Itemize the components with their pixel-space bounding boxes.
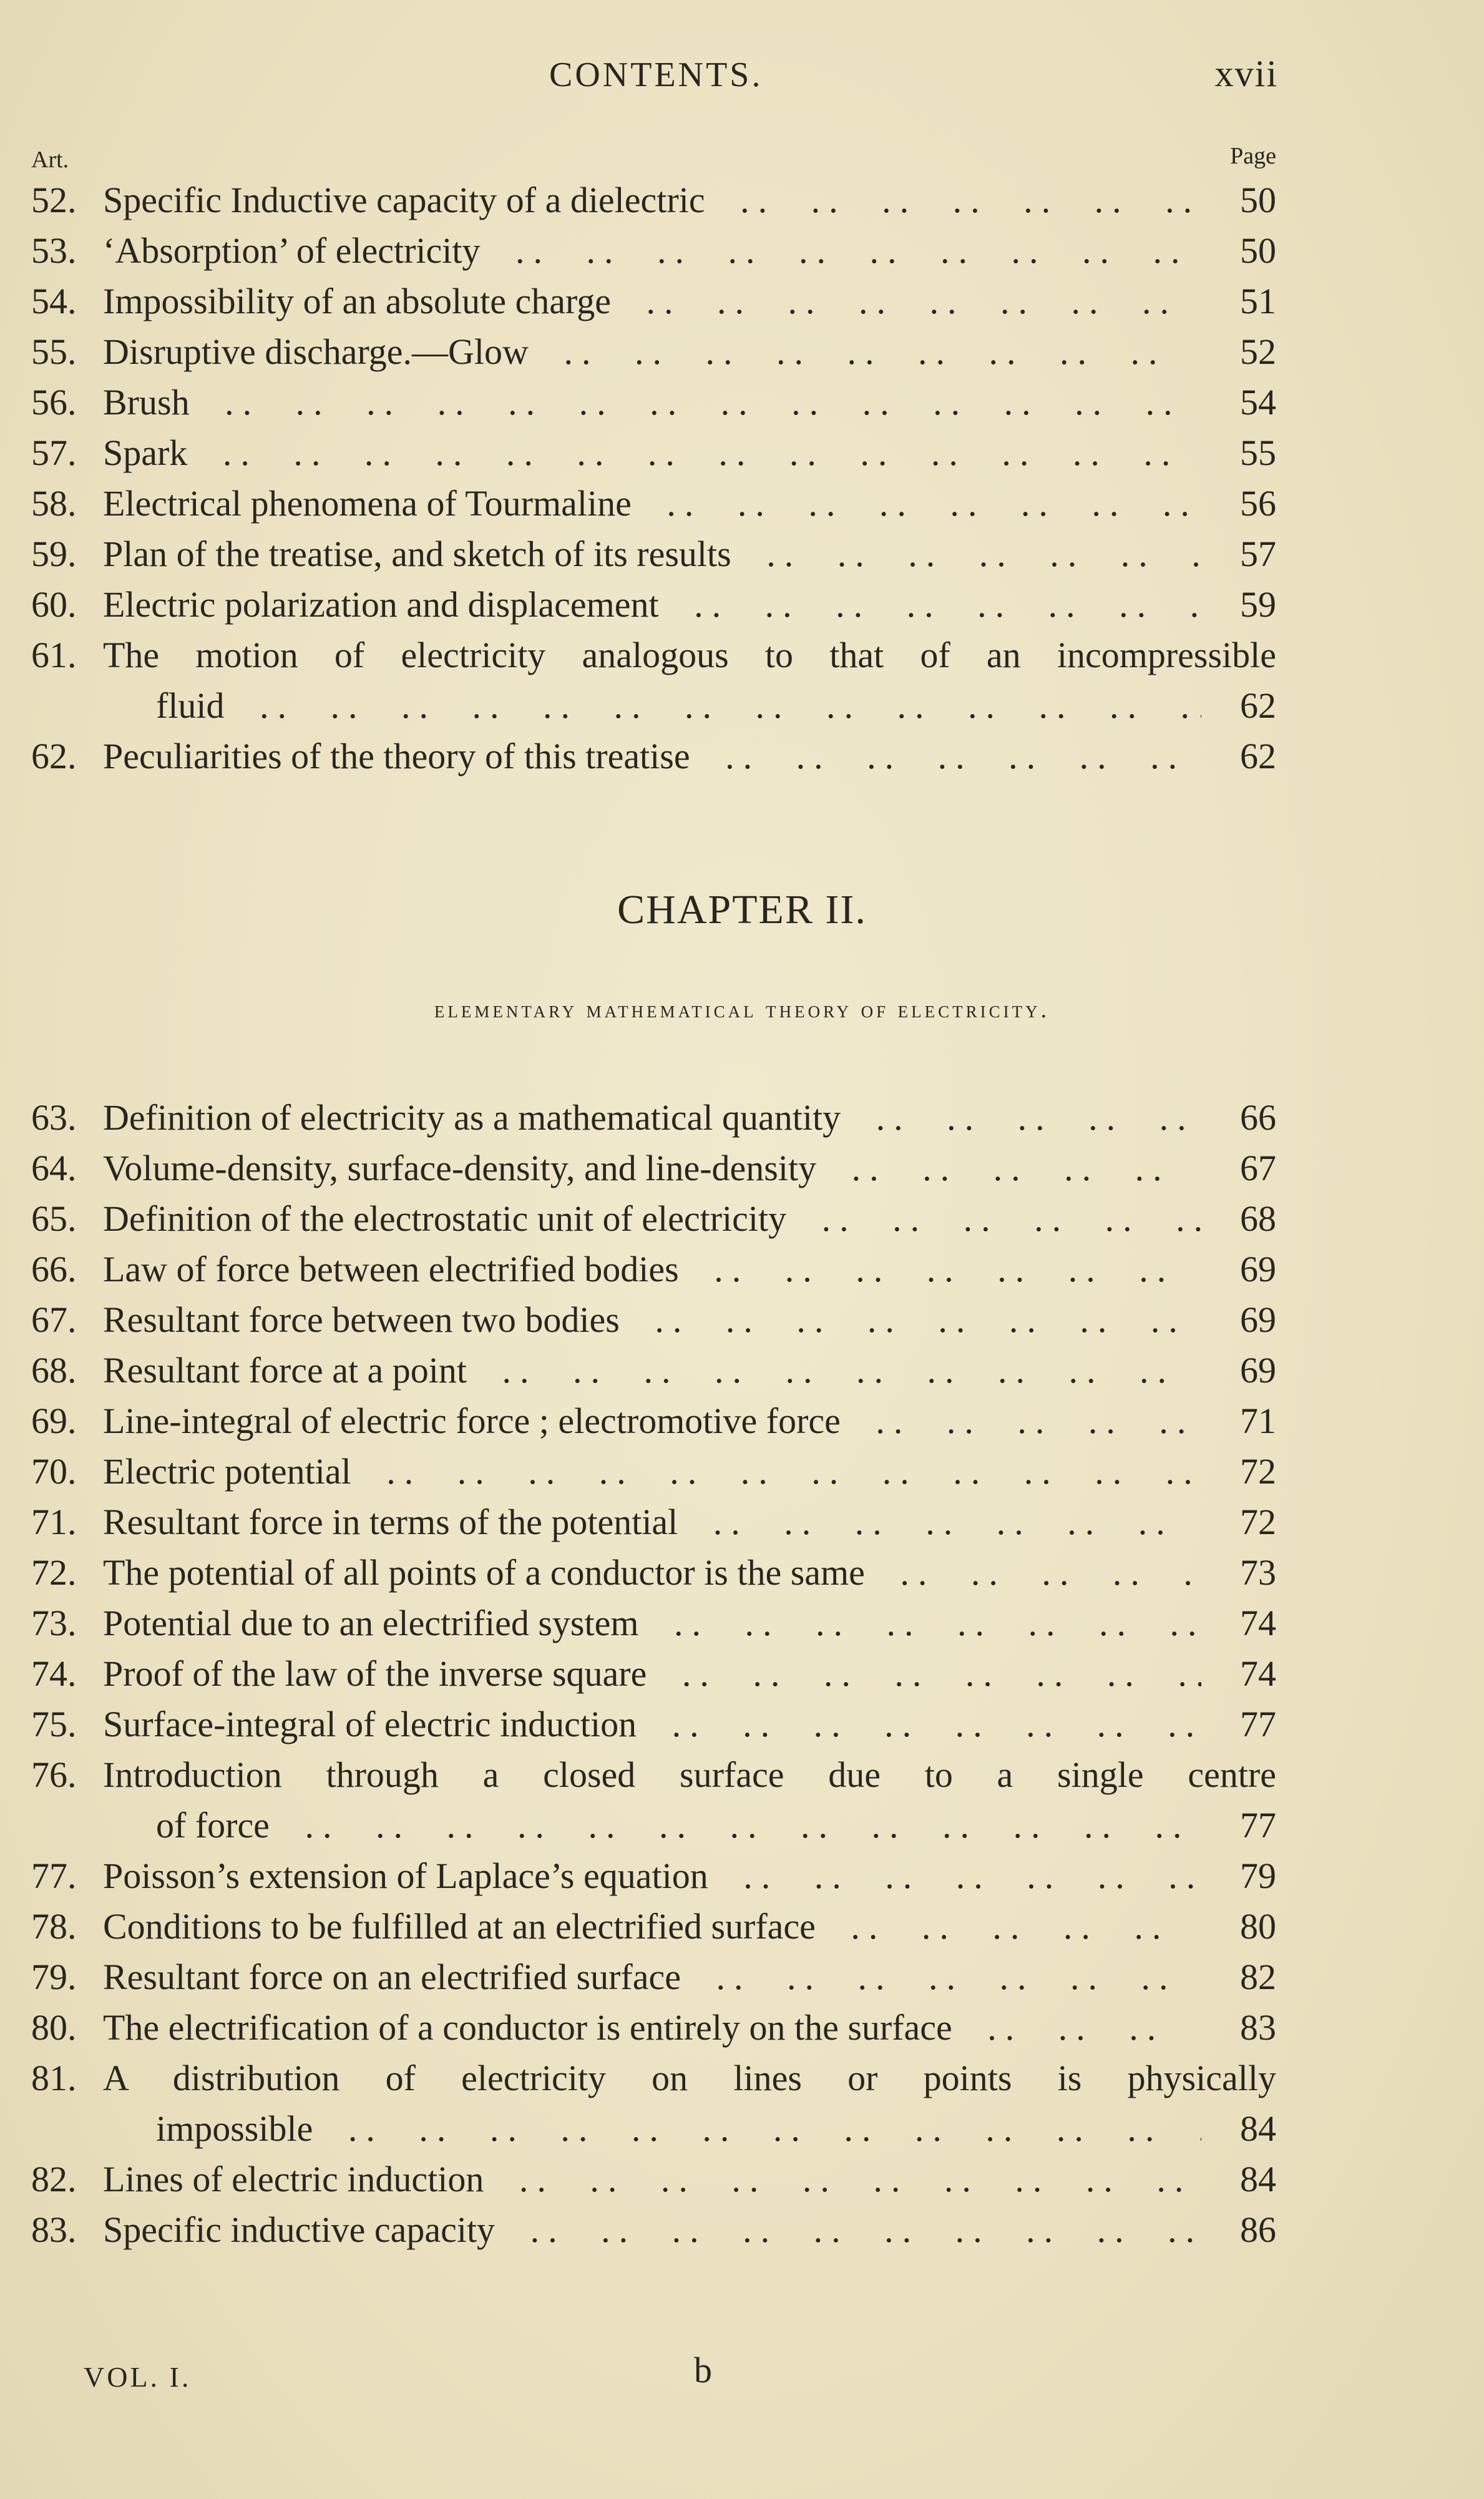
entry-title: Lines of electric induction .. .. — [103, 2159, 1201, 2199]
entry-page-number: 71 — [1240, 1401, 1276, 1441]
entry-number: 57. — [31, 433, 77, 473]
entry-title-line — [103, 1143, 1201, 1193]
entry-number: 58. — [31, 483, 77, 524]
entry-title-line — [103, 630, 1276, 680]
entry-title-line — [103, 1396, 1201, 1446]
toc-entry — [31, 1699, 1276, 1749]
entry-number: 71. — [31, 1502, 77, 1542]
entry-title: Electrical phenomena of Tourmaline .. .. — [103, 483, 1201, 524]
entry-page-number: 84 — [1240, 2108, 1276, 2149]
entry-number: 59. — [31, 534, 77, 574]
entry-title-line — [103, 377, 1201, 428]
toc-entry — [31, 579, 1276, 630]
toc-entry — [31, 529, 1276, 579]
entry-page-number: 72 — [1240, 1451, 1276, 1492]
chapter-heading: CHAPTER II. — [617, 887, 867, 932]
entry-page-number: 84 — [1240, 2159, 1276, 2199]
entry-title: Law of force between electrified bodies .. .. — [103, 1249, 1201, 1289]
entry-title: The motion of electricity analogous to that of an incompressible — [103, 635, 1276, 675]
entry-number: 61. — [31, 635, 77, 675]
entry-page-number: 62 — [1240, 736, 1276, 776]
entry-title: Definition of the electrostatic unit of electricity .. .. — [103, 1198, 1201, 1239]
entry-page-number: 80 — [1240, 1906, 1276, 1947]
entry-page-number: 52 — [1240, 331, 1276, 372]
entry-number: 68. — [31, 1350, 77, 1391]
entry-number: 56. — [31, 382, 77, 423]
toc-entry — [31, 1901, 1276, 1952]
contents-list-part1 — [31, 175, 1276, 781]
entry-title-line — [103, 428, 1201, 478]
toc-entry — [31, 1092, 1276, 1143]
entry-title-line — [103, 1952, 1201, 2002]
entry-title: Electric polarization and displacement .. .. — [103, 584, 1201, 625]
entry-title: Poisson’s extension of Laplace’s equation .. .. — [103, 1856, 1201, 1896]
entry-title-line — [103, 1598, 1201, 1648]
entry-page-number: 68 — [1240, 1198, 1276, 1239]
toc-entry — [31, 1244, 1276, 1294]
entry-page-number: 72 — [1240, 1502, 1276, 1542]
toc-entry — [31, 1547, 1276, 1598]
entry-title: Resultant force in terms of the potential .. .. — [103, 1502, 1201, 1542]
volume-label: VOL. I. — [84, 2361, 192, 2393]
toc-entry — [31, 276, 1276, 326]
entry-title-line — [103, 2002, 1201, 2053]
entry-title-line — [103, 1092, 1201, 1143]
entry-title-line — [103, 1193, 1201, 1244]
running-head — [0, 55, 1484, 105]
entry-page-number: 83 — [1240, 2007, 1276, 2048]
toc-entry — [31, 225, 1276, 276]
entry-title-line — [103, 1497, 1201, 1547]
entry-page-number: 73 — [1240, 1552, 1276, 1593]
entry-page-number: 56 — [1240, 483, 1276, 524]
entry-title: Resultant force between two bodies .. .. — [103, 1299, 1201, 1340]
column-headings — [31, 142, 1276, 180]
entry-page-number: 66 — [1240, 1097, 1276, 1138]
entry-title: Definition of electricity as a mathematical quantity .. .. — [103, 1097, 1201, 1138]
article-column-label: Art. — [31, 147, 69, 173]
entry-title-line — [103, 579, 1201, 630]
entry-page-number: 51 — [1240, 281, 1276, 321]
entry-title: Resultant force on an electrified surface .. .. — [103, 1957, 1201, 1997]
toc-entry — [31, 175, 1276, 225]
entry-title: Impossibility of an absolute charge .. .. — [103, 281, 1201, 321]
entry-title: Surface-integral of electric induction .. .. — [103, 1704, 1201, 1744]
entry-title: Spark .. .. — [103, 433, 1201, 473]
entry-number: 69. — [31, 1401, 77, 1441]
entry-title: The potential of all points of a conductor is the same .. .. — [103, 1552, 1201, 1593]
entry-page-number: 69 — [1240, 1249, 1276, 1289]
toc-entry — [31, 680, 1276, 731]
entry-title: Specific inductive capacity .. .. — [103, 2209, 1201, 2250]
entry-title: Introduction through a closed surface due to a single centre — [103, 1754, 1276, 1795]
toc-entry — [31, 1952, 1276, 2002]
toc-entry — [31, 326, 1276, 377]
entry-title-line — [103, 731, 1201, 781]
entry-title-line — [103, 1294, 1201, 1345]
toc-entry — [31, 1345, 1276, 1396]
entry-title: Specific Inductive capacity of a dielectric .. .. — [103, 180, 1201, 220]
entry-number: 81. — [31, 2058, 77, 2098]
entry-page-number: 54 — [1240, 382, 1276, 423]
toc-entry — [31, 1396, 1276, 1446]
entry-title-line — [103, 1699, 1201, 1749]
toc-entry — [31, 2154, 1276, 2204]
entry-title-line — [156, 680, 1201, 731]
entry-title: Disruptive discharge.—Glow .. .. — [103, 331, 1201, 372]
entry-title: Electric potential .. .. — [103, 1451, 1201, 1492]
toc-entry — [31, 2103, 1276, 2154]
toc-entry — [31, 1294, 1276, 1345]
entry-title: Proof of the law of the inverse square .. .. — [103, 1653, 1201, 1694]
toc-entry — [31, 630, 1276, 680]
page-number: xvii — [1214, 53, 1278, 94]
entry-title: Line-integral of electric force ; electromotive force .. .. — [103, 1401, 1201, 1441]
entry-page-number: 69 — [1240, 1299, 1276, 1340]
entry-page-number: 50 — [1240, 180, 1276, 220]
entry-number: 76. — [31, 1754, 77, 1795]
entry-number: 65. — [31, 1198, 77, 1239]
entry-title-line — [103, 1345, 1201, 1396]
entry-title: Brush .. .. — [103, 382, 1201, 423]
entry-title: Resultant force at a point .. .. — [103, 1350, 1201, 1391]
entry-page-number: 67 — [1240, 1148, 1276, 1188]
entry-title-line — [103, 529, 1201, 579]
entry-title: of force .. .. — [156, 1805, 1201, 1846]
entry-title: Peculiarities of the theory of this treatise .. .. — [103, 736, 1201, 776]
entry-page-number: 59 — [1240, 584, 1276, 625]
entry-page-number: 55 — [1240, 433, 1276, 473]
entry-number: 67. — [31, 1299, 77, 1340]
running-title: CONTENTS. — [549, 56, 763, 94]
entry-page-number: 69 — [1240, 1350, 1276, 1391]
entry-title-line — [103, 2053, 1276, 2103]
entry-title-line — [103, 478, 1201, 529]
toc-entry — [31, 1648, 1276, 1699]
entry-title-line — [103, 225, 1201, 276]
toc-entry — [31, 1749, 1276, 1800]
entry-page-number: 86 — [1240, 2209, 1276, 2250]
entry-title-line — [103, 1749, 1276, 1800]
entry-title-line — [103, 2154, 1201, 2204]
entry-title: fluid .. .. — [156, 685, 1201, 726]
page-column-label: Page — [1230, 143, 1276, 169]
entry-title: Plan of the treatise, and sketch of its results .. .. — [103, 534, 1201, 574]
entry-title-line — [103, 175, 1201, 225]
entry-title: Potential due to an electrified system .. .. — [103, 1603, 1201, 1643]
toc-entry — [31, 1800, 1276, 1851]
toc-entry — [31, 1497, 1276, 1547]
entry-title-line — [103, 1851, 1201, 1901]
entry-title-line — [103, 326, 1201, 377]
toc-entry — [31, 428, 1276, 478]
toc-entry — [31, 731, 1276, 781]
entry-number: 79. — [31, 1957, 77, 1997]
toc-entry — [31, 2053, 1276, 2103]
entry-title-line — [103, 1547, 1201, 1598]
entry-page-number: 74 — [1240, 1603, 1276, 1643]
entry-title: ‘Absorption’ of electricity .. .. — [103, 230, 1201, 271]
entry-title: impossible .. .. — [156, 2108, 1201, 2149]
toc-entry — [31, 1446, 1276, 1497]
entry-number: 63. — [31, 1097, 77, 1138]
toc-entry — [31, 2204, 1276, 2255]
entry-page-number: 77 — [1240, 1805, 1276, 1846]
entry-title-line — [103, 276, 1201, 326]
entry-number: 64. — [31, 1148, 77, 1188]
entry-number: 53. — [31, 230, 77, 271]
entry-number: 70. — [31, 1451, 77, 1492]
entry-number: 77. — [31, 1856, 77, 1896]
toc-entry — [31, 2002, 1276, 2053]
entry-number: 78. — [31, 1906, 77, 1947]
entry-number: 75. — [31, 1704, 77, 1744]
entry-number: 72. — [31, 1552, 77, 1593]
toc-entry — [31, 1193, 1276, 1244]
entry-title-line — [156, 2103, 1201, 2154]
entry-title-line — [103, 1901, 1201, 1952]
entry-number: 60. — [31, 584, 77, 625]
chapter-subtitle: elementary mathematical theory of electricity. — [434, 997, 1050, 1023]
entry-number: 80. — [31, 2007, 77, 2048]
entry-title: Volume-density, surface-density, and line-density .. .. — [103, 1148, 1201, 1188]
entry-title: The electrification of a conductor is entirely on the surface .. .. — [103, 2007, 1201, 2048]
toc-entry — [31, 377, 1276, 428]
entry-title-line — [103, 1244, 1201, 1294]
entry-page-number: 79 — [1240, 1856, 1276, 1896]
entry-page-number: 50 — [1240, 230, 1276, 271]
entry-page-number: 77 — [1240, 1704, 1276, 1744]
signature-mark: b — [694, 2350, 712, 2390]
entry-page-number: 82 — [1240, 1957, 1276, 1997]
entry-title-line — [103, 1648, 1201, 1699]
entry-number: 82. — [31, 2159, 77, 2199]
entry-title-line — [103, 2204, 1201, 2255]
entry-page-number: 62 — [1240, 685, 1276, 726]
entry-title-line — [103, 1446, 1201, 1497]
entry-number: 66. — [31, 1249, 77, 1289]
toc-entry — [31, 1143, 1276, 1193]
entry-number: 55. — [31, 331, 77, 372]
entry-title: A distribution of electricity on lines or points is physically — [103, 2058, 1276, 2098]
entry-page-number: 74 — [1240, 1653, 1276, 1694]
entry-number: 73. — [31, 1603, 77, 1643]
entry-number: 62. — [31, 736, 77, 776]
toc-entry — [31, 1851, 1276, 1901]
entry-number: 52. — [31, 180, 77, 220]
entry-title: Conditions to be fulfilled at an electrified surface .. .. — [103, 1906, 1201, 1947]
entry-number: 54. — [31, 281, 77, 321]
page-footer — [0, 2349, 1484, 2399]
toc-entry — [31, 1598, 1276, 1648]
entry-number: 74. — [31, 1653, 77, 1694]
contents-list-part2 — [31, 1092, 1276, 2255]
entry-title-line — [156, 1800, 1201, 1851]
toc-entry — [31, 478, 1276, 529]
entry-page-number: 57 — [1240, 534, 1276, 574]
entry-number: 83. — [31, 2209, 77, 2250]
